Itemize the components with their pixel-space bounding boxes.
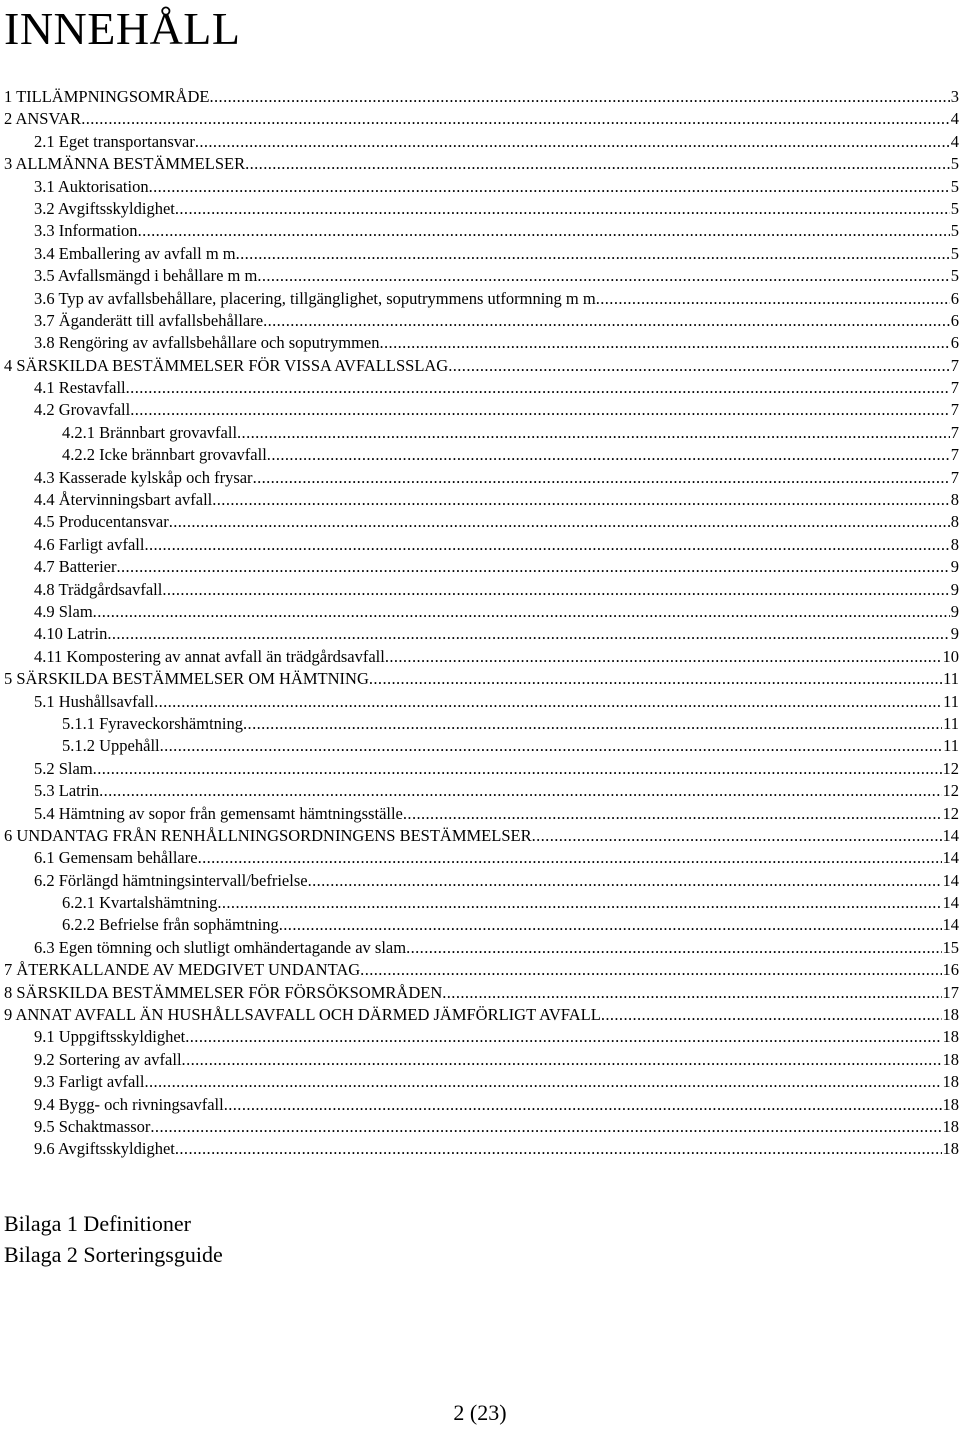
toc-entry-label: 4.8 Trädgårdsavfall [34, 579, 163, 599]
toc-entry[interactable] [4, 579, 959, 601]
toc-entry[interactable] [4, 1094, 959, 1116]
toc-entry-label: 4.4 Återvinningsbart avfall [34, 490, 213, 510]
toc-entry[interactable] [4, 982, 959, 1004]
toc-entry-page: 7 [950, 445, 959, 465]
toc-dot-leader [198, 847, 942, 869]
toc-dot-leader [601, 1004, 942, 1026]
toc-entry-page: 5 [950, 154, 959, 174]
toc-entry-label: 3.6 Typ av avfallsbehållare, placering, tillgänglighet, soputrymmens utformning m m [34, 288, 596, 308]
toc-entry-page: 11 [943, 736, 959, 756]
toc-entry-label: 6 UNDANTAG FRÅN RENHÅLLNINGSORDNINGENS BESTÄMMELSER [4, 825, 532, 845]
toc-entry-page: 18 [942, 1005, 959, 1025]
toc-dot-leader [360, 959, 941, 981]
toc-dot-leader [185, 1026, 941, 1048]
toc-entry-page: 7 [950, 355, 959, 375]
toc-entry-label: 3.5 Avfallsmängd i behållare m m [34, 266, 258, 286]
toc-entry-page: 11 [943, 691, 959, 711]
toc-entry-label: 3.4 Emballering av avfall m m [34, 243, 236, 263]
toc-entry-label: 2 ANSVAR [4, 109, 82, 129]
toc-dot-leader [144, 534, 949, 556]
toc-entry-label: 9.5 Schaktmassor [34, 1116, 151, 1136]
toc-entry-label: 4.5 Producentansvar [34, 512, 169, 532]
toc-dot-leader [210, 86, 950, 108]
toc-entry[interactable] [4, 131, 959, 153]
toc-entry[interactable] [4, 668, 959, 690]
toc-entry-label: 4.1 Restavfall [34, 378, 126, 398]
toc-dot-leader [257, 265, 949, 287]
toc-entry-label: 5 SÄRSKILDA BESTÄMMELSER OM HÄMTNING [4, 669, 369, 689]
toc-dot-leader [217, 892, 941, 914]
toc-dot-leader [253, 467, 950, 489]
table-of-contents [4, 86, 959, 1161]
toc-entry-page: 7 [950, 378, 959, 398]
toc-entry-page: 14 [942, 848, 959, 868]
toc-entry[interactable] [4, 377, 959, 399]
toc-entry-label: 9.1 Uppgiftsskyldighet [34, 1027, 186, 1047]
toc-entry-page: 5 [950, 243, 959, 263]
toc-entry-label: 4.7 Batterier [34, 557, 117, 577]
toc-dot-leader [245, 153, 950, 175]
toc-entry-label: 5.4 Hämtning av sopor från gemensamt hämtningsställe [34, 803, 403, 823]
toc-entry-page: 7 [950, 400, 959, 420]
toc-entry-label: 4.6 Farligt avfall [34, 534, 145, 554]
toc-entry-page: 18 [942, 1139, 959, 1159]
toc-entry[interactable] [4, 265, 959, 287]
toc-entry[interactable] [4, 847, 959, 869]
toc-dot-leader [385, 646, 942, 668]
toc-entry-page: 10 [942, 646, 959, 666]
page-number: 2 (23) [453, 1400, 507, 1425]
toc-entry-page: 5 [950, 176, 959, 196]
toc-entry-label: 4.3 Kasserade kylskåp och frysar [34, 467, 253, 487]
toc-entry[interactable] [4, 1071, 959, 1093]
toc-dot-leader [81, 108, 950, 130]
toc-entry-page: 11 [943, 713, 959, 733]
toc-entry-label: 4.2.2 Icke brännbart grovavfall [62, 445, 267, 465]
toc-entry-label: 4.11 Kompostering av annat avfall än trädgårdsavfall [34, 646, 385, 666]
toc-entry[interactable] [4, 758, 959, 780]
toc-entry[interactable] [4, 556, 959, 578]
page-title: INNEHÅLL [4, 3, 241, 54]
toc-entry-label: 9.4 Bygg- och rivningsavfall [34, 1094, 224, 1114]
toc-dot-leader [236, 243, 950, 265]
toc-entry-page: 16 [942, 960, 959, 980]
toc-entry[interactable] [4, 444, 959, 466]
toc-dot-leader [237, 422, 950, 444]
toc-dot-leader [130, 399, 950, 421]
toc-entry-page: 14 [942, 915, 959, 935]
toc-dot-leader [154, 691, 942, 713]
toc-entry[interactable] [4, 959, 959, 981]
toc-entry-label: 7 ÅTERKALLANDE AV MEDGIVET UNDANTAG [4, 960, 361, 980]
toc-entry-label: 3 ALLMÄNNA BESTÄMMELSER [4, 154, 246, 174]
toc-entry-label: 6.2 Förlängd hämtningsintervall/befrielse [34, 870, 308, 890]
toc-entry-label: 8 SÄRSKILDA BESTÄMMELSER FÖR FÖRSÖKSOMRÅDEN [4, 982, 443, 1002]
toc-entry-page: 9 [950, 557, 959, 577]
toc-entry[interactable] [4, 1026, 959, 1048]
toc-entry-page: 18 [942, 1116, 959, 1136]
toc-dot-leader [380, 332, 950, 354]
toc-entry[interactable] [4, 355, 959, 377]
toc-entry[interactable] [4, 467, 959, 489]
toc-entry-page: 5 [950, 221, 959, 241]
toc-dot-leader [224, 1094, 942, 1116]
toc-dot-leader [93, 601, 950, 623]
toc-entry-label: 5.2 Slam [34, 758, 93, 778]
toc-entry-page: 12 [942, 758, 959, 778]
toc-entry-page: 4 [950, 131, 959, 151]
toc-dot-leader [267, 444, 950, 466]
toc-entry[interactable] [4, 511, 959, 533]
toc-entry[interactable] [4, 534, 959, 556]
toc-entry[interactable] [4, 220, 959, 242]
toc-entry-label: 6.1 Gemensam behållare [34, 848, 198, 868]
appendix-item: Bilaga 1 Definitioner [4, 1211, 191, 1236]
toc-entry[interactable] [4, 288, 959, 310]
toc-dot-leader [212, 489, 950, 511]
toc-entry-page: 11 [943, 669, 959, 689]
toc-dot-leader [160, 735, 943, 757]
toc-entry[interactable] [4, 914, 959, 936]
toc-entry-label: 9.3 Farligt avfall [34, 1072, 145, 1092]
toc-dot-leader [99, 780, 941, 802]
toc-entry-page: 4 [950, 109, 959, 129]
toc-dot-leader [182, 1049, 942, 1071]
toc-entry-page: 6 [950, 310, 959, 330]
toc-entry[interactable] [4, 691, 959, 713]
toc-entry[interactable] [4, 332, 959, 354]
toc-entry[interactable] [4, 1116, 959, 1138]
toc-dot-leader [175, 1138, 942, 1160]
toc-dot-leader [448, 355, 950, 377]
toc-entry-label: 3.1 Auktorisation [34, 176, 149, 196]
toc-entry[interactable] [4, 780, 959, 802]
toc-entry-page: 14 [942, 825, 959, 845]
appendix-list [4, 1208, 223, 1270]
toc-entry-page: 5 [950, 198, 959, 218]
toc-entry-page: 15 [942, 937, 959, 957]
toc-entry-label: 1 TILLÄMPNINGSOMRÅDE [4, 87, 210, 106]
toc-entry-label: 3.7 Äganderätt till avfallsbehållare [34, 310, 264, 330]
toc-entry-page: 18 [942, 1072, 959, 1092]
toc-entry-label: 5.1 Hushållsavfall [34, 691, 155, 711]
toc-entry[interactable] [4, 646, 959, 668]
toc-entry-label: 4.10 Latrin [34, 624, 108, 644]
appendix-item: Bilaga 2 Sorteringsguide [4, 1242, 223, 1267]
toc-entry-page: 7 [950, 467, 959, 487]
toc-entry[interactable] [4, 422, 959, 444]
toc-entry-label: 4.2 Grovavfall [34, 400, 131, 420]
toc-entry-label: 4 SÄRSKILDA BESTÄMMELSER FÖR VISSA AVFALLSSLAG [4, 355, 449, 375]
toc-dot-leader [107, 623, 949, 645]
toc-entry-label: 3.8 Rengöring av avfallsbehållare och soputrymmen [34, 333, 380, 353]
toc-entry-page: 18 [942, 1027, 959, 1047]
toc-dot-leader [116, 556, 949, 578]
toc-entry-label: 2.1 Eget transportansvar [34, 131, 195, 151]
toc-entry-label: 3.3 Information [34, 221, 138, 241]
toc-entry-page: 14 [942, 893, 959, 913]
toc-entry-label: 6.2.1 Kvartalshämtning [62, 893, 218, 913]
toc-dot-leader [126, 377, 950, 399]
toc-entry-label: 9.6 Avgiftsskyldighet [34, 1139, 175, 1159]
toc-entry-page: 18 [942, 1094, 959, 1114]
toc-dot-leader [406, 937, 941, 959]
toc-entry-page: 18 [942, 1049, 959, 1069]
toc-entry[interactable] [4, 86, 959, 108]
toc-entry-page: 9 [950, 601, 959, 621]
toc-entry-label: 3.2 Avgiftsskyldighet [34, 198, 175, 218]
toc-entry-page: 12 [942, 781, 959, 801]
toc-dot-leader [532, 825, 942, 847]
toc-entry[interactable] [4, 243, 959, 265]
toc-entry-page: 9 [950, 624, 959, 644]
toc-dot-leader [138, 220, 950, 242]
toc-entry-label: 5.1.1 Fyraveckorshämtning [62, 713, 244, 733]
toc-entry-page: 17 [942, 982, 959, 1002]
toc-entry-page: 6 [950, 288, 959, 308]
toc-entry[interactable] [4, 803, 959, 825]
toc-entry[interactable] [4, 153, 959, 175]
toc-dot-leader [169, 511, 950, 533]
toc-dot-leader [308, 870, 942, 892]
toc-dot-leader [175, 198, 950, 220]
toc-entry[interactable] [4, 870, 959, 892]
toc-dot-leader [442, 982, 941, 1004]
toc-entry-page: 8 [950, 512, 959, 532]
toc-dot-leader [149, 176, 950, 198]
toc-dot-leader [369, 668, 942, 690]
toc-entry-label: 4.2.1 Brännbart grovavfall [62, 422, 238, 442]
toc-entry[interactable] [4, 937, 959, 959]
toc-dot-leader [195, 131, 950, 153]
toc-entry-page: 8 [950, 534, 959, 554]
toc-dot-leader [596, 288, 950, 310]
toc-entry[interactable] [4, 489, 959, 511]
toc-entry[interactable] [4, 108, 959, 130]
toc-entry-label: 5.3 Latrin [34, 781, 100, 801]
toc-dot-leader [403, 803, 942, 825]
toc-entry[interactable] [4, 623, 959, 645]
toc-entry-label: 9 ANNAT AVFALL ÄN HUSHÅLLSAVFALL OCH DÄRMED JÄMFÖRLIGT AVFALL [4, 1005, 601, 1025]
toc-entry[interactable] [4, 1138, 959, 1160]
toc-entry[interactable] [4, 1049, 959, 1071]
toc-entry-label: 5.1.2 Uppehåll [62, 736, 160, 756]
toc-entry[interactable] [4, 735, 959, 757]
toc-entry-page: 8 [950, 490, 959, 510]
toc-dot-leader [93, 758, 942, 780]
toc-entry[interactable] [4, 399, 959, 421]
toc-entry-page: 3 [950, 87, 959, 106]
toc-dot-leader [150, 1116, 941, 1138]
toc-entry-label: 4.9 Slam [34, 601, 93, 621]
toc-entry[interactable] [4, 825, 959, 847]
toc-dot-leader [162, 579, 949, 601]
toc-entry-page: 9 [950, 579, 959, 599]
toc-entry[interactable] [4, 892, 959, 914]
toc-dot-leader [263, 310, 950, 332]
toc-entry-label: 9.2 Sortering av avfall [34, 1049, 182, 1069]
toc-entry-label: 6.3 Egen tömning och slutligt omhändertagande av slam [34, 937, 407, 957]
toc-entry[interactable] [4, 713, 959, 735]
toc-entry-page: 7 [950, 422, 959, 442]
toc-entry-page: 6 [950, 333, 959, 353]
toc-entry-page: 12 [942, 803, 959, 823]
toc-entry[interactable] [4, 601, 959, 623]
toc-dot-leader [279, 914, 942, 936]
toc-entry-page: 5 [950, 266, 959, 286]
toc-entry[interactable] [4, 176, 959, 198]
toc-dot-leader [144, 1071, 941, 1093]
toc-entry[interactable] [4, 310, 959, 332]
toc-entry[interactable] [4, 198, 959, 220]
toc-entry-label: 6.2.2 Befrielse från sophämtning [62, 915, 279, 935]
toc-entry[interactable] [4, 1004, 959, 1026]
toc-dot-leader [243, 713, 942, 735]
toc-entry-page: 14 [942, 870, 959, 890]
